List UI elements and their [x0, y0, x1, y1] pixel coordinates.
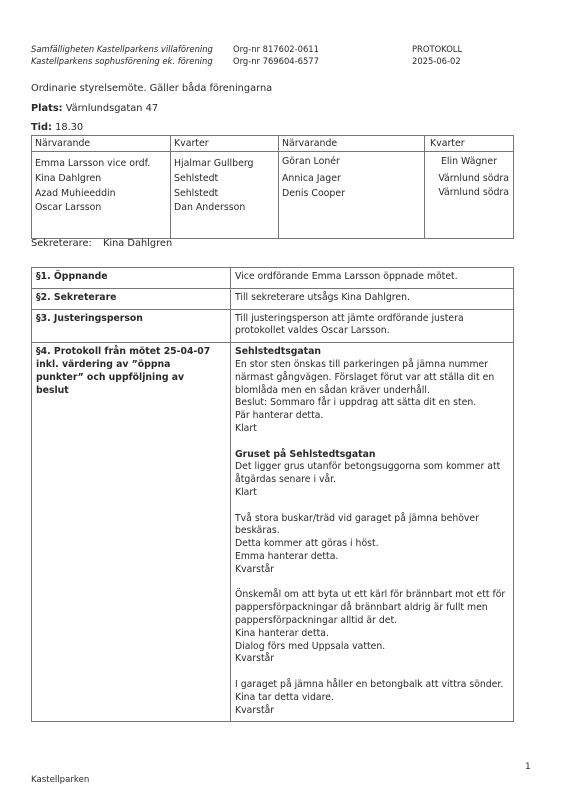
meeting-time — [31, 122, 83, 133]
doc-date: 2025-06-02 — [412, 56, 461, 66]
meeting-description: Ordinarie styrelsemöte. Gäller båda föreningarna — [31, 83, 273, 94]
header-block-2: Kvarter — [430, 138, 465, 149]
status-text: Klart — [235, 422, 257, 434]
attendee-name: Annica Jager — [282, 173, 341, 184]
header-org-numbers — [233, 43, 319, 67]
agenda-text: Kina tar detta vidare. — [235, 691, 334, 703]
spacer — [235, 500, 509, 513]
agenda-title: §3. Justeringsperson — [32, 309, 231, 343]
spacer — [235, 436, 509, 449]
spacer — [235, 577, 509, 590]
attendee-block: Elin Wägner — [441, 156, 497, 167]
agenda-row — [32, 268, 514, 289]
status-text: Klart — [235, 486, 257, 498]
agenda-title: §1. Öppnande — [32, 268, 231, 289]
secretary-label: Sekreterare: — [31, 238, 92, 249]
secretary-line — [31, 238, 172, 249]
attendee-block: Sehlstedt — [174, 173, 219, 184]
org-number-1: Org-nr 817602-0611 — [233, 44, 319, 54]
agenda-content — [231, 268, 514, 289]
agenda-text: Beslut: Sommaro får i uppdrag att sätta dit en sten. — [235, 397, 477, 409]
agenda-text: Till sekreterare utsågs Kina Dahlgren. — [235, 291, 410, 303]
agenda-content — [231, 343, 514, 722]
attendee-name: Göran Lonér — [282, 156, 340, 167]
agenda-text: Emma hanterar detta. — [235, 550, 339, 562]
meeting-place — [31, 103, 158, 114]
header-cell — [171, 136, 279, 152]
attendee-name: Denis Cooper — [282, 188, 345, 199]
agenda-text: Det ligger grus utanför betongsuggorna som kommer att åtgärdas senare i vår. — [235, 461, 501, 486]
attendance-table — [31, 135, 514, 239]
attendee-name: Oscar Larsson — [35, 202, 102, 213]
page-number: 1 — [525, 762, 531, 772]
attendee-block: Hjalmar Gullberg — [174, 158, 254, 169]
agenda-table — [31, 267, 514, 722]
org-name-2: Kastellparkens sophusförening ek. förening — [31, 56, 213, 66]
agenda-text: Vice ordförande Emma Larsson öppnade mötet. — [235, 271, 458, 282]
attendance-cell — [171, 152, 279, 239]
header-cell — [32, 136, 171, 152]
time-value: 18.30 — [55, 122, 84, 133]
agenda-text: En stor sten önskas till parkeringen på jämna nummer närmast gångvägen. Förslaget förut var att ställa dit en blomlåda men en sådan kräver underhåll. — [235, 358, 495, 396]
place-label: Plats: — [31, 103, 63, 114]
agenda-text: Detta kommer att göras i höst. — [235, 538, 379, 550]
attendee-name: Kina Dahlgren — [35, 173, 102, 184]
header-doc-info — [412, 43, 462, 67]
status-text: Kvarstår — [235, 563, 275, 575]
agenda-content — [231, 309, 514, 343]
org-number-2: Org-nr 769604-6577 — [233, 56, 319, 66]
attendee-block: Värnlund södra — [438, 187, 509, 198]
secretary-name: Kina Dahlgren — [102, 238, 173, 249]
agenda-text: Två stora buskar/träd vid garaget på jämna behöver beskäras. — [235, 512, 479, 537]
attendee-block: Dan Andersson — [174, 202, 246, 213]
agenda-row — [32, 343, 514, 722]
attendance-cell — [425, 152, 514, 239]
header-present-2: Närvarande — [282, 138, 338, 149]
attendance-cell — [32, 152, 171, 239]
header-block-1: Kvarter — [174, 138, 209, 149]
header-cell — [425, 136, 514, 152]
agenda-text: Önskemål om att byta ut ett kärl för brännbart mot ett för pappersförpackningar då brännbart aldrig är fullt men pappersförpackningar alltid är det. — [235, 589, 506, 626]
header-cell — [279, 136, 425, 152]
agenda-row — [32, 309, 514, 343]
agenda-text: Pär hanterar detta. — [235, 410, 324, 422]
header-org-names — [31, 43, 213, 67]
agenda-title: §4. Protokoll från mötet 25-04-07 inkl. värdering av ”öppna punkter” och uppföljning av beslut — [32, 343, 231, 722]
agenda-title: §2. Sekreterare — [32, 288, 231, 309]
agenda-text: Dialog förs med Uppsala vatten. — [235, 640, 386, 652]
status-text: Kvarstår — [235, 653, 275, 665]
attendee-name: Azad Muhieeddin — [35, 188, 116, 199]
attendee-block: Sehlstedt — [174, 188, 219, 199]
doc-type: PROTOKOLL — [412, 44, 463, 54]
org-name-1: Samfälligheten Kastellparkens villaförening — [31, 44, 213, 54]
attendee-block: Värnlund södra — [438, 173, 509, 184]
attendee-name: Emma Larsson vice ordf. — [35, 158, 151, 169]
agenda-text: I garaget på jämna håller en betongbalk att vittra sönder. — [235, 678, 504, 690]
agenda-row — [32, 288, 514, 309]
place-value: Värnlundsgatan 47 — [65, 103, 159, 114]
time-label: Tid: — [31, 122, 52, 133]
agenda-text: Kina hanterar detta. — [235, 627, 329, 639]
footer-org: Kastellparken — [31, 775, 90, 785]
spacer — [235, 666, 509, 679]
header-present-1: Närvarande — [35, 138, 91, 149]
agenda-content — [231, 288, 514, 309]
subsection-title: Sehlstedtsgatan — [235, 346, 321, 358]
attendance-cell — [279, 152, 425, 239]
agenda-text: Till justeringsperson att jämte ordförande justera protokollet valdes Oscar Larsson. — [235, 312, 464, 337]
subsection-title: Gruset på Sehlstedtsgatan — [235, 448, 376, 460]
status-text: Kvarstår — [235, 704, 275, 716]
